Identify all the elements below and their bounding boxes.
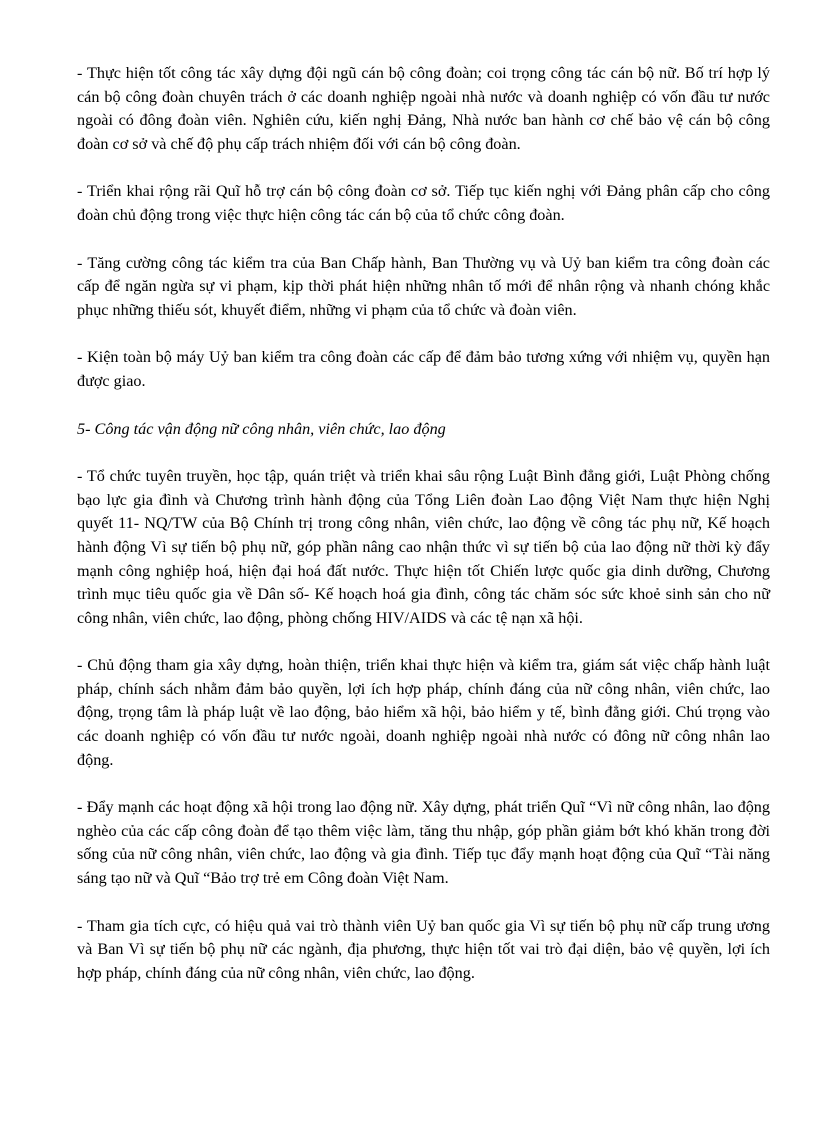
paragraph-staff-building: - Thực hiện tốt công tác xây dựng đội ngũ cán bộ công đoàn; coi trọng công tác cán bộ nữ. Bố trí hợp lý cán bộ công đoàn chuyên trách ở các doanh nghiệp ngoài nhà nước và doanh nghiệp có vốn đầu tư nước ngoài có đông đoàn viên. Nghiên cứu, kiến nghị Đảng, Nhà nước ban hành cơ chế bảo vệ cán bộ công đoàn cơ sở và chế độ phụ cấp trách nhiệm đối với cán bộ công đoàn. — [77, 64, 770, 153]
paragraph-support-fund: - Triển khai rộng rãi Quĩ hỗ trợ cán bộ công đoàn cơ sở. Tiếp tục kiến nghị với Đảng phân cấp cho công đoàn chủ động trong việc thực hiện công tác cán bộ của tổ chức công đoàn. — [77, 182, 770, 224]
paragraph-propaganda: - Tổ chức tuyên truyền, học tập, quán triệt và triển khai sâu rộng Luật Bình đẳng giới, Luật Phòng chống bạo lực gia đình và Chương trình hành động của Tổng Liên đoàn Lao động Việt Nam thực hiện Nghị quyết 11- NQ/TW của Bộ Chính trị trong công nhân, viên chức, lao động về công tác phụ nữ, Kế hoạch hành động Vì sự tiến bộ phụ nữ, góp phần nâng cao nhận thức vì sự tiến bộ của lao động nữ thời kỳ đẩy mạnh công nghiệp hoá, hiện đại hoá đất nước. Thực hiện tốt Chiến lược quốc gia dinh dưỡng, Chương trình mục tiêu quốc gia về Dân số- Kế hoạch hoá gia đình, công tác chăm sóc sức khoẻ sinh sản cho nữ công nhân, viên chức, lao động, phòng chống HIV/AIDS và các tệ nạn xã hội. — [77, 467, 770, 627]
paragraph-social-activities: - Đẩy mạnh các hoạt động xã hội trong lao động nữ. Xây dựng, phát triển Quĩ “Vì nữ công nhân, lao động nghèo của các cấp công đoàn để tạo thêm việc làm, tăng thu nhập, góp phần giảm bớt khó khăn trong đời sống của nữ công nhân, viên chức, lao động và gia đình. Tiếp tục đẩy mạnh hoạt động của Quĩ “Tài năng sáng tạo nữ và Quĩ “Bảo trợ trẻ em Công đoàn Việt Nam. — [77, 798, 770, 888]
paragraph-inspection: - Tăng cường công tác kiểm tra của Ban Chấp hành, Ban Thường vụ và Uỷ ban kiểm tra công đoàn các cấp để ngăn ngừa sự vi phạm, kịp thời phát hiện những nhân tố mới để nhân rộng và nhanh chóng khắc phục những thiếu sót, khuyết điểm, những vi phạm của tổ chức và đoàn viên. — [77, 253, 770, 319]
document-page — [77, 62, 770, 1009]
paragraph-legal-participation: - Chủ động tham gia xây dựng, hoàn thiện, triển khai thực hiện và kiểm tra, giám sát việc chấp hành luật pháp, chính sách nhằm đảm bảo quyền, lợi ích hợp pháp, chính đáng của nữ công nhân, viên chức, lao động, trọng tâm là pháp luật về lao động, bảo hiểm xã hội, bảo hiểm y tế, bình đẳng giới. Chú trọng vào các doanh nghiệp có vốn đầu tư nước ngoài, doanh nghiệp ngoài nhà nước có đông nữ công nhân lao động. — [77, 656, 770, 769]
section-heading: 5- Công tác vận động nữ công nhân, viên chức, lao động — [77, 419, 446, 438]
paragraph-national-committee: - Tham gia tích cực, có hiệu quả vai trò thành viên Uỷ ban quốc gia Vì sự tiến bộ phụ nữ cấp trung ương và Ban Vì sự tiến bộ phụ nữ các ngành, địa phương, thực hiện tốt vai trò đại diện, bảo vệ quyền, lợi ích hợp pháp, chính đáng của nữ công nhân, viên chức, lao động. — [77, 916, 770, 982]
paragraph-inspection-committee: - Kiện toàn bộ máy Uỷ ban kiểm tra công đoàn các cấp để đảm bảo tương xứng với nhiệm vụ, quyền hạn được giao. — [77, 348, 770, 390]
